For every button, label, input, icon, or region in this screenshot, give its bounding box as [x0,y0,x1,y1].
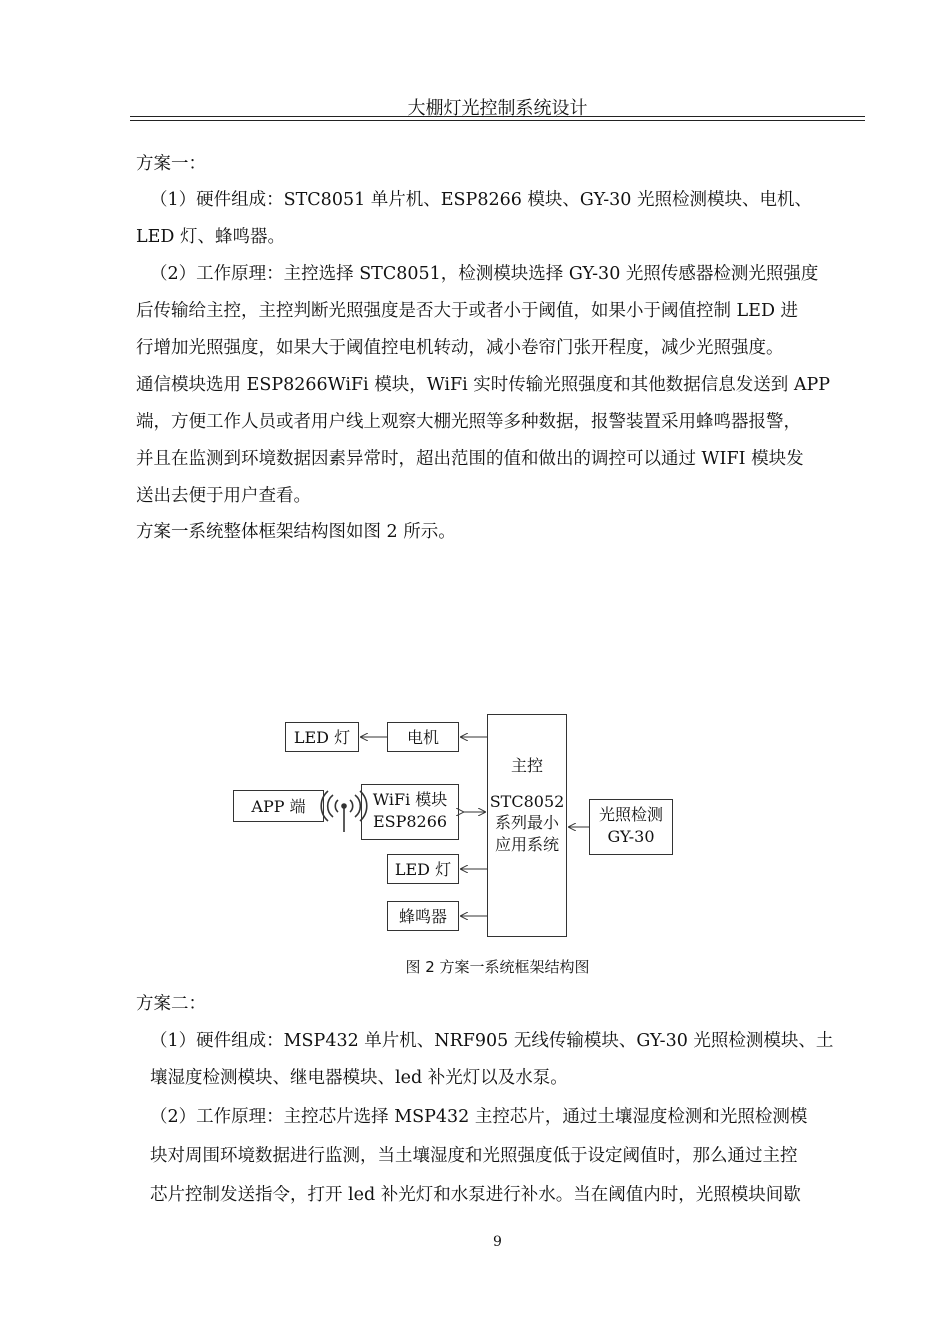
scheme2-composition-line: （1）硬件组成：MSP432 单片机、NRF905 无线传输模块、GY-30 光照检测模块、土 [150,1031,834,1051]
scheme2-title: 方案二： [136,994,206,1014]
wireless-antenna-icon [321,791,367,832]
wifi-module-model: ESP8266 [372,811,448,831]
scheme1-composition-line: LED 灯、蜂鸣器。 [136,227,285,247]
page-header-title: 大棚灯光控制系统设计 [407,98,588,119]
header-rule-thin [130,120,865,121]
scheme1-principle-line: 端，方便工作人员或者用户线上观察大棚光照等多种数据，报警装置采用蜂鸣器报警， [136,412,801,432]
scheme2-composition-line: 壤湿度检测模块、继电器模块、led 补光灯以及水泵。 [150,1068,568,1088]
main-controller-desc: 系列最小 [494,813,559,833]
main-controller-title: 主控 [510,756,543,775]
scheme1-principle-line: 并且在监测到环境数据因素异常时，超出范围的值和做出的调控可以通过 WIFI 模块发 [136,449,804,469]
main-controller-model: STC8052 [489,791,565,811]
scheme1-composition-line: （1）硬件组成：STC8051 单片机、ESP8266 模块、GY-30 光照检测模块、电机、 [150,190,812,210]
scheme1-figure-reference: 方案一系统整体框架结构图如图 2 所示。 [136,522,456,542]
light-sensor-label: 光照检测 [598,805,663,824]
app-box-label: APP 端 [251,797,306,816]
figure-caption: 图 2 方案一系统框架结构图 [405,958,590,976]
diagram-connectors [225,705,685,945]
scheme1-title: 方案一： [136,154,206,174]
scheme1-principle-line: 通信模块选用 ESP8266WiFi 模块，WiFi 实时传输光照强度和其他数据信息发送到 APP [136,375,831,395]
wifi-module-label: WiFi 模块 [372,790,448,809]
buzzer-box-label: 蜂鸣器 [398,907,447,926]
scheme1-principle-line: 行增加光照强度，如果大于阈值控电机转动，减小卷帘门张开程度，减少光照强度。 [136,338,784,358]
header-rule [130,116,865,117]
light-sensor-model: GY-30 [607,826,655,846]
motor-box-label: 电机 [406,728,439,747]
scheme1-principle-line: 送出去便于用户查看。 [136,486,311,506]
led-box-mid-label: LED 灯 [394,860,452,879]
system-block-diagram [225,705,685,945]
led-box-top-label: LED 灯 [293,728,351,747]
scheme2-principle-line: 块对周围环境数据进行监测，当土壤湿度和光照强度低于设定阈值时，那么通过主控 [150,1146,798,1166]
scheme1-principle-line: 后传输给主控，主控判断光照强度是否大于或者小于阈值，如果小于阈值控制 LED 进 [136,301,799,321]
scheme2-principle-line: 芯片控制发送指令，打开 led 补光灯和水泵进行补水。当在阈值内时，光照模块间歇 [150,1185,801,1205]
scheme1-principle-line: （2）工作原理：主控选择 STC8051，检测模块选择 GY-30 光照传感器检测光照强度 [150,264,819,284]
scheme2-principle-line: （2）工作原理：主控芯片选择 MSP432 主控芯片，通过土壤湿度检测和光照检测模 [150,1107,808,1127]
main-controller-desc: 应用系统 [494,834,559,854]
page-number: 9 [493,1234,502,1250]
